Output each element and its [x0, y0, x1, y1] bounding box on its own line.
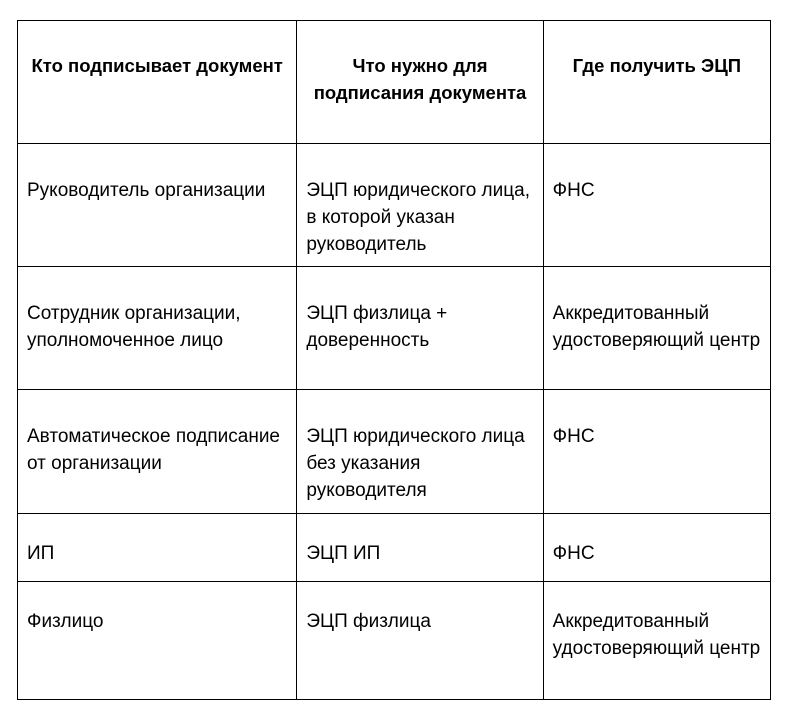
table-cell: ЭЦП ИП	[297, 514, 543, 582]
table-cell: Физлицо	[18, 582, 297, 700]
header-cell-signer: Кто подписывает документ	[18, 21, 297, 144]
table-cell: ФНС	[543, 390, 770, 514]
table-cell: ФНС	[543, 144, 770, 267]
table-cell: ЭЦП юридического лица, в которой указан руководитель	[297, 144, 543, 267]
table-cell: ИП	[18, 514, 297, 582]
table-cell: Сотрудник организации, уполномоченное лицо	[18, 267, 297, 390]
header-cell-requirement: Что нужно для подписания документа	[297, 21, 543, 144]
table-cell: ЭЦП физлица + доверенность	[297, 267, 543, 390]
table-cell: Руководитель организации	[18, 144, 297, 267]
table-row	[18, 144, 771, 267]
table-cell: ЭЦП юридического лица без указания руководителя	[297, 390, 543, 514]
signature-requirements-table	[17, 20, 771, 700]
table-row	[18, 514, 771, 582]
table-row	[18, 390, 771, 514]
table-header-row	[18, 21, 771, 144]
table-cell: ФНС	[543, 514, 770, 582]
table-cell: ЭЦП физлица	[297, 582, 543, 700]
table-cell: Аккредитованный удостоверяющий центр	[543, 267, 770, 390]
table-row	[18, 582, 771, 700]
table-cell: Автоматическое подписание от организации	[18, 390, 297, 514]
header-cell-source: Где получить ЭЦП	[543, 21, 770, 144]
table-cell: Аккредитованный удостоверяющий центр	[543, 582, 770, 700]
table-row	[18, 267, 771, 390]
